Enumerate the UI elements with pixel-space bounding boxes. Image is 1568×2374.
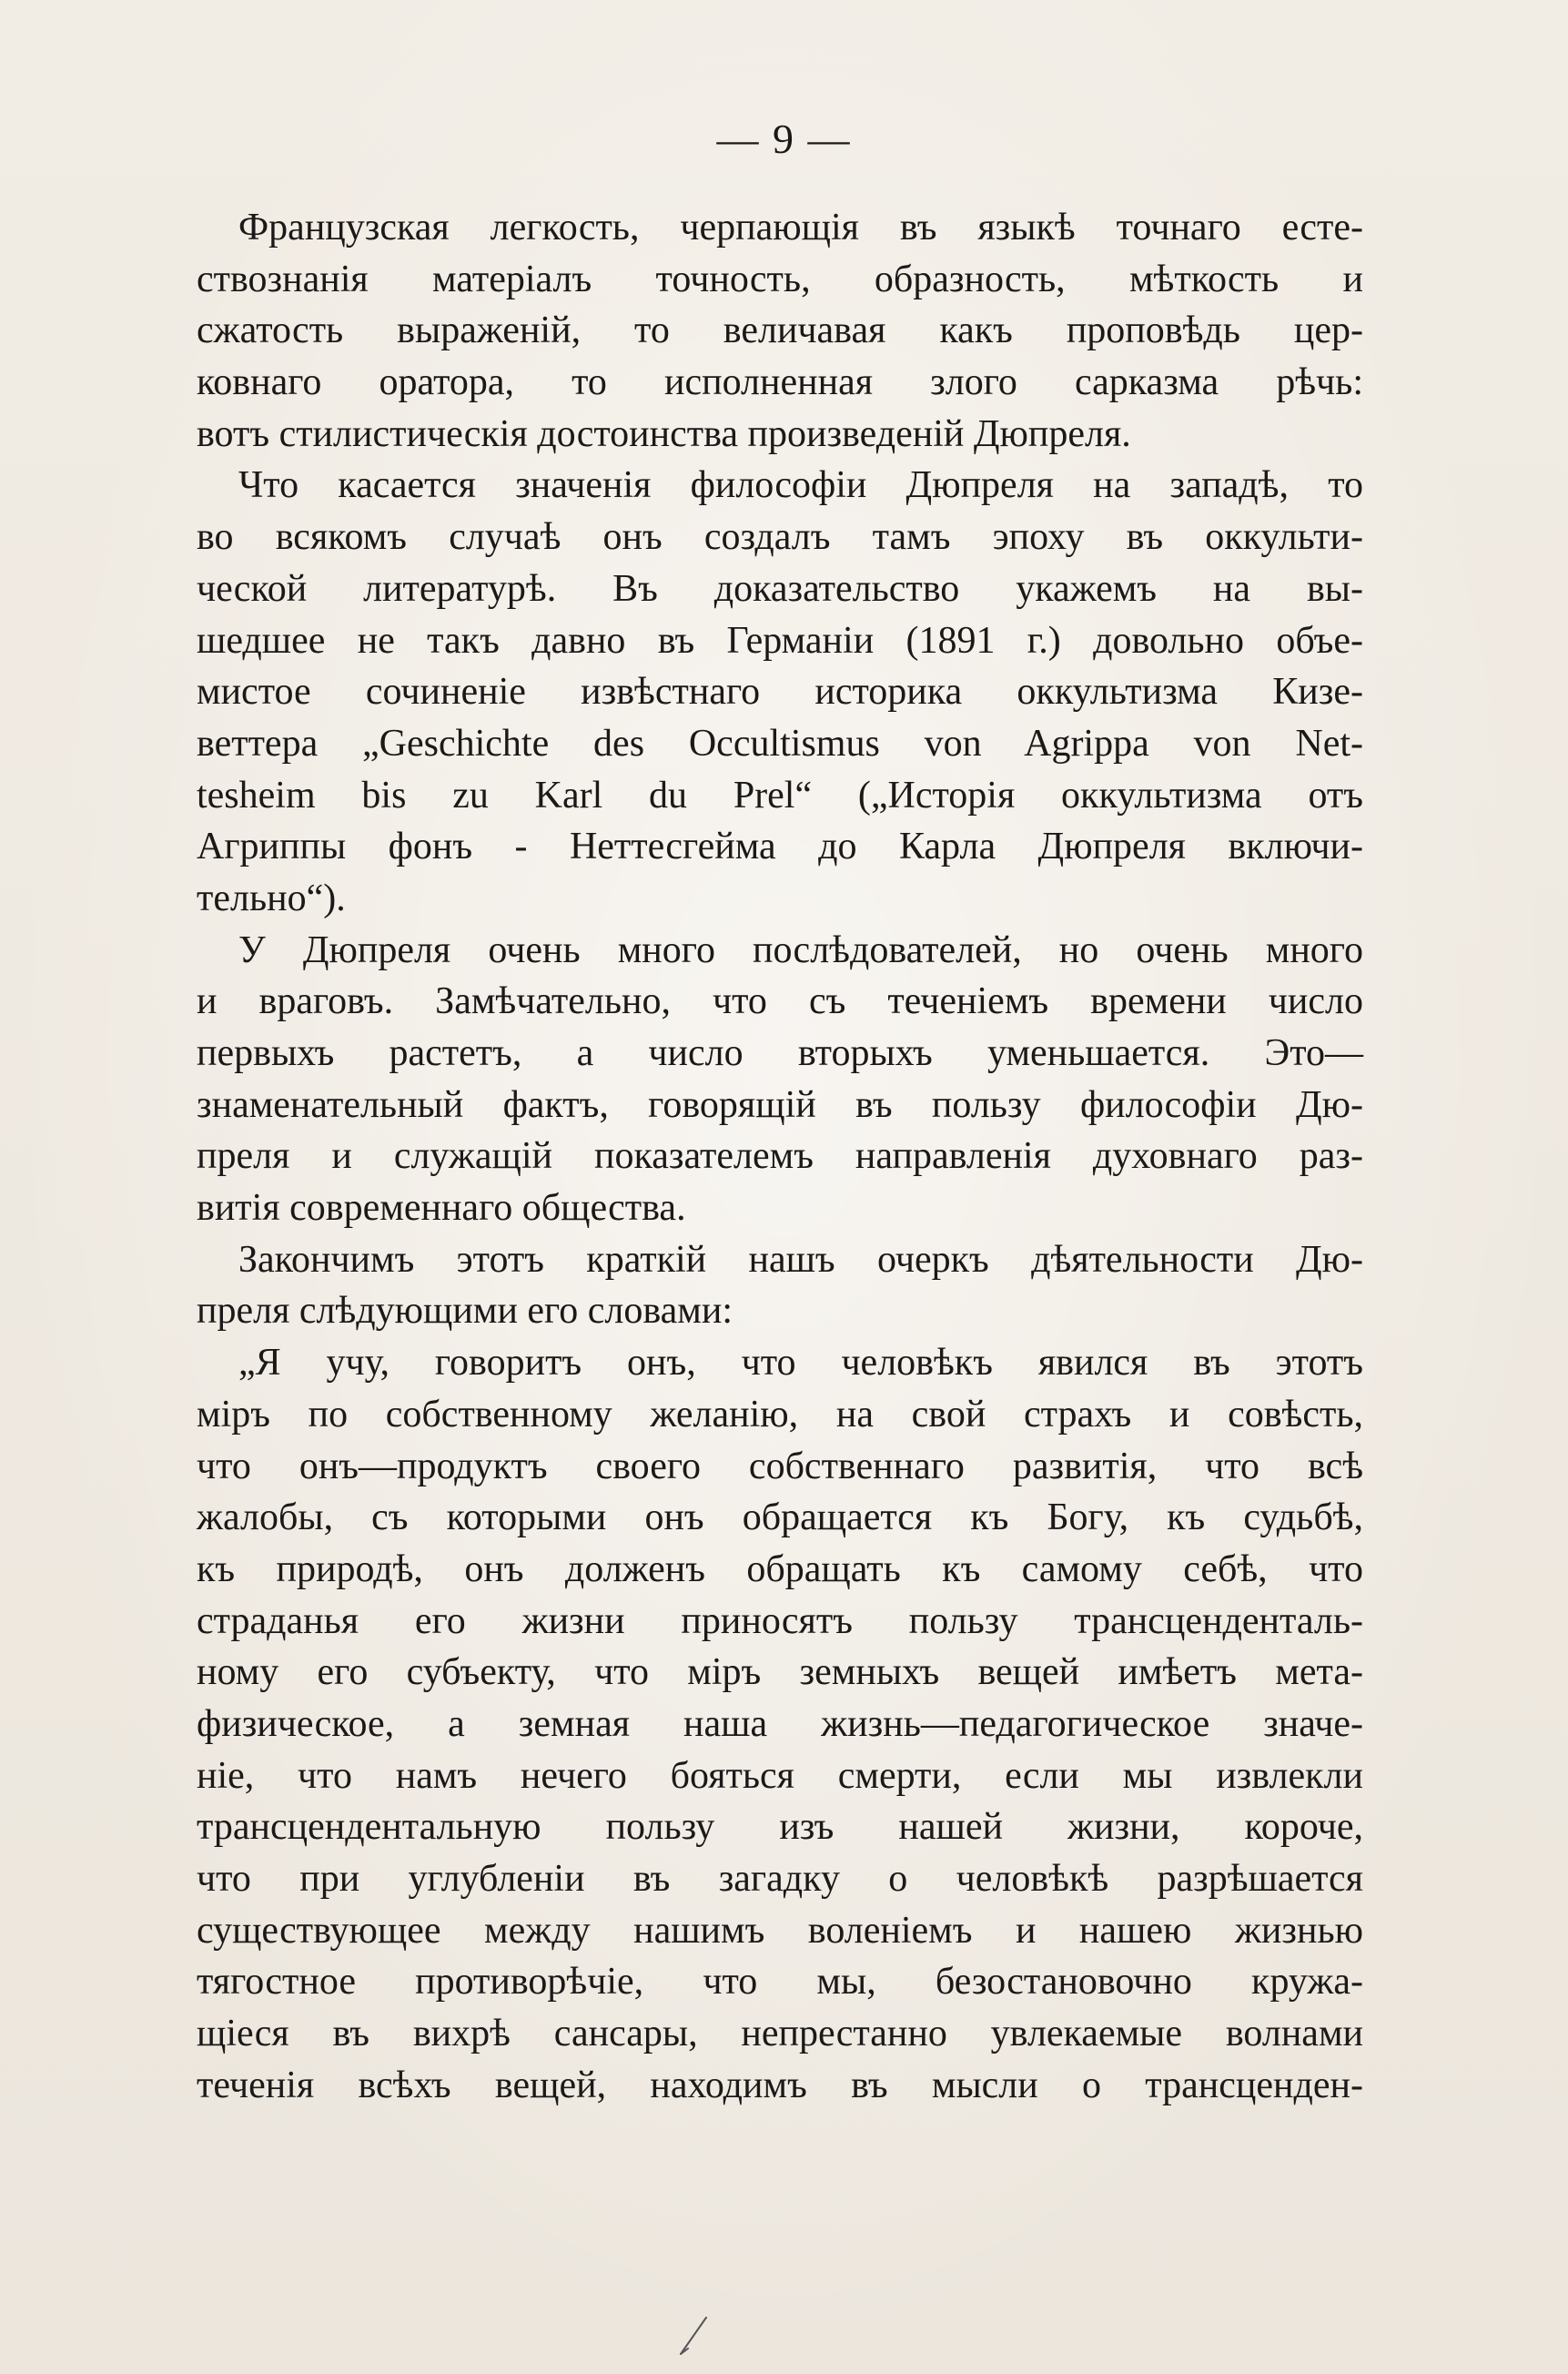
text-line: жалобы, съ которыми онъ обращается къ Богу, къ судьбѣ, bbox=[197, 1496, 1363, 1539]
text-line: мистое сочиненіе извѣстнаго историка оккультизма Кизе- bbox=[197, 671, 1363, 714]
text-line: первыхъ растетъ, а число вторыхъ уменьшается. Это— bbox=[197, 1032, 1363, 1074]
text-line: витія современнаго общества. bbox=[197, 1187, 686, 1230]
text-line: тельно“). bbox=[197, 877, 346, 919]
text-line: ствознанія матеріалъ точность, образность, мѣткость и bbox=[197, 258, 1363, 300]
text-line: и враговъ. Замѣчательно, что съ теченіемъ времени число bbox=[197, 980, 1363, 1023]
text-line: преля и служащій показателемъ направленія духовнаго раз- bbox=[197, 1135, 1363, 1178]
pencil-mark-icon bbox=[675, 2312, 712, 2358]
text-line: Агриппы фонъ - Неттесгейма до Карла Дюпреля включи- bbox=[197, 826, 1363, 868]
text-line: Что касается значенія философіи Дюпреля на западѣ, то bbox=[238, 464, 1363, 507]
page-number: — 9 — bbox=[716, 116, 852, 162]
text-line: существующее между нашимъ воленіемъ и нашею жизнью bbox=[197, 1909, 1363, 1952]
text-line: шедшее не такъ давно въ Германіи (1891 г.) довольно объе- bbox=[197, 619, 1363, 662]
text-line: ному его субъекту, что міръ земныхъ вещей имѣетъ мета- bbox=[197, 1651, 1363, 1694]
paragraph-2 bbox=[197, 460, 1363, 924]
text-line: щіеся въ вихрѣ сансары, непрестанно увлекаемые волнами bbox=[197, 2013, 1363, 2055]
text-line: Французская легкость, черпающія въ языкѣ точнаго есте- bbox=[238, 207, 1363, 249]
text-line: физическое, а земная наша жизнь—педагогическое значе- bbox=[197, 1702, 1363, 1745]
text-line: вотъ стилистическія достоинства произведеній Дюпреля. bbox=[197, 412, 1131, 455]
paragraph-3 bbox=[197, 925, 1363, 1234]
text-line: сжатость выраженій, то величавая какъ проповѣдь цер- bbox=[197, 309, 1363, 352]
text-line: что при углубленіи въ загадку о человѣкѣ разрѣшается bbox=[197, 1858, 1363, 1900]
text-line: ніе, что намъ нечего бояться смерти, если мы извлекли bbox=[197, 1754, 1363, 1797]
text-line: что онъ—продуктъ своего собственнаго развитія, что всѣ bbox=[197, 1445, 1363, 1487]
text-line: ковнаго оратора, то исполненная злого сарказма рѣчь: bbox=[197, 361, 1363, 404]
text-line: Закончимъ этотъ краткій нашъ очеркъ дѣятельности Дю- bbox=[238, 1238, 1363, 1281]
text-line: знаменательный фактъ, говорящій въ пользу философіи Дю- bbox=[197, 1083, 1363, 1126]
text-line: трансцендентальную пользу изъ нашей жизни, короче, bbox=[197, 1806, 1363, 1849]
paragraph-5 bbox=[197, 1337, 1363, 2111]
text-line: веттера „Geschichte des Occultismus von Agrippa von Net- bbox=[197, 722, 1363, 765]
text-line: страданья его жизни приносятъ пользу трансценденталь- bbox=[197, 1599, 1363, 1642]
paragraph-4 bbox=[197, 1234, 1363, 1337]
text-line: къ природѣ, онъ долженъ обращать къ самому себѣ, что bbox=[197, 1547, 1363, 1590]
text-line: У Дюпреля очень много послѣдователей, но очень много bbox=[238, 928, 1363, 971]
text-line: tesheim bis zu Karl du Prel“ („Исторія оккультизма отъ bbox=[197, 774, 1363, 817]
paragraph-1 bbox=[197, 202, 1363, 460]
text-block bbox=[197, 202, 1363, 2111]
text-line: во всякомъ случаѣ онъ создалъ тамъ эпоху въ оккульти- bbox=[197, 516, 1363, 559]
text-line: преля слѣдующими его словами: bbox=[197, 1290, 733, 1333]
text-line: міръ по собственному желанію, на свой страхъ и совѣсть, bbox=[197, 1393, 1363, 1436]
text-line: ческой литературѣ. Въ доказательство укажемъ на вы- bbox=[197, 567, 1363, 610]
text-line: тягостное противорѣчіе, что мы, безостановочно кружа- bbox=[197, 1961, 1363, 2004]
text-line: теченія всѣхъ вещей, находимъ въ мысли о трансценден- bbox=[197, 2064, 1363, 2106]
text-line: „Я учу, говоритъ онъ, что человѣкъ явился въ этотъ bbox=[238, 1342, 1363, 1385]
